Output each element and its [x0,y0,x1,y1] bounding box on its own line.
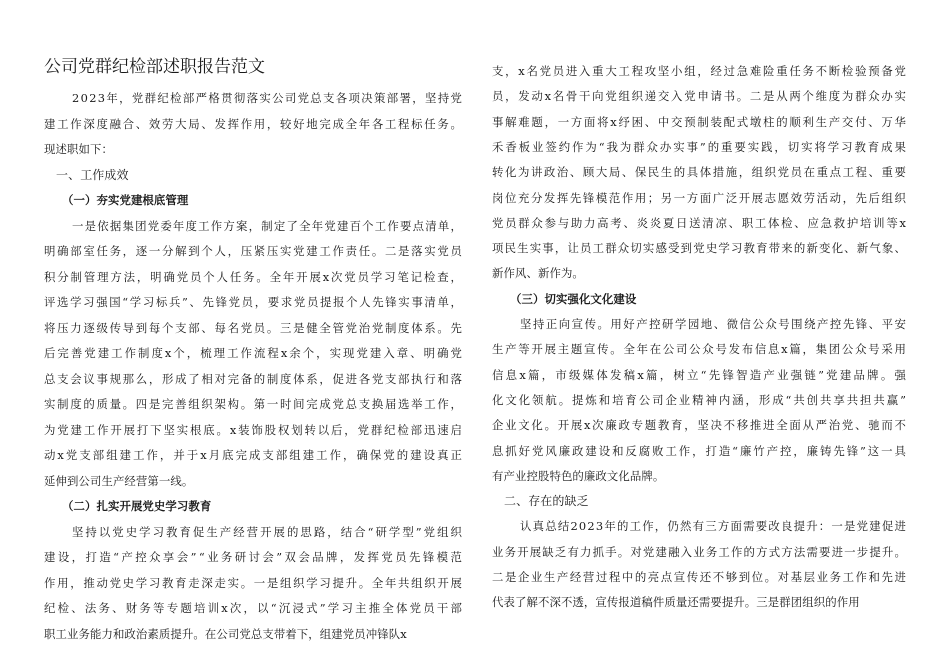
paragraph-line: 新作风、新作为。 [492,266,584,281]
paragraph-line: 纪检、法务、财务等专题培训x次，以“沉浸式”学习主推全体党员干部 [44,601,465,615]
paragraph-line: 业务开展缺乏有力抓手。对党建融入业务工作的方式方法需要进一步提升。 [492,544,908,559]
section-heading: 一、工作成效 [56,167,129,182]
paragraph-line: 坚持正向宣传。用好产控研学园地、微信公众号围绕产控先锋、平安 [520,317,908,331]
paragraph-line: 职工业务能力和政治素质提升。在公司党总支带着下，组建党员冲锋队x [44,626,407,641]
paragraph-line: 事解难题，一方面将x纾困、中交预制装配式墩柱的顺利生产交付、万华 [492,114,908,129]
paragraph-line: 党员群众参与助力高考、炎炎夏日送清凉、职工体检、应急救护培训等x [492,215,908,230]
paragraph-line: 将压力逐级传导到每个支部、每名党员。三是健全管党治党制度体系。先 [44,320,464,335]
paragraph-line: 代表了解不深不透，宣传报道稿件质量还需要提升。三是群团组织的作用 [492,595,860,610]
document-title: 公司党群纪检部述职报告范文 [44,57,265,77]
paragraph-line: 延伸到公司生产经营第一线。 [44,473,194,488]
paragraph-line: 认真总结2023年的工作，仍然有三方面需要改良提升：一是党建促进 [520,519,908,534]
paragraph-line: 转化为讲政治、顾大局、保民生的具体措施，组织党员在重点工程、重要 [492,165,908,180]
paragraph-line: 积分制管理方法，明确党员个人任务。全年开展x次党员学习笔记检查， [44,269,464,284]
subsection-heading: （一）夯实党建根底管理 [62,193,189,207]
paragraph-line: 企业文化。开展x次廉政专题教育，坚决不移推进全面从严治党、驰而不 [492,418,908,433]
section-heading: 二、存在的缺乏 [504,494,589,509]
paragraph-line: 岗位充分发挥先锋模范作用；另一方面广泛开展志愿效劳活动，先后组织 [492,190,908,205]
paragraph-line: 建工作深度融合、效劳大局、发挥作用，较好地完成全年各工程标任务。 [44,116,464,131]
paragraph-line: 息抓好党风廉政建设和反腐败工作，打造“廉竹产控，廉铸先锋”这一具 [492,443,908,458]
paragraph-line: 员，发动x名骨干向党组织递交入党申请书。二是从两个维度为群众办实 [492,89,908,104]
paragraph-line: 生产等开展主题宣传。全年在公司公众号发布信息x篇，集团公众号采用 [492,342,908,357]
left-column [44,0,464,672]
paragraph-line: 总支会议事规那么，形成了相对完备的制度体系，促进各党支部执行和落 [44,371,464,386]
paragraph-line: 信息x篇，市级媒体发稿x篇，树立“先锋智造产业强链”党建品牌。强 [492,367,909,382]
paragraph-line: 建设，打造“产控众享会”“业务研讨会”双会品牌，发挥党员先锋模范 [44,550,465,564]
subsection-heading: （二）扎实开展党史学习教育 [62,499,212,513]
paragraph-line: 坚持以党史学习教育促生产经营开展的思路，结合“研学型”党组织 [72,524,464,539]
paragraph-line: 禾香板业签约作为“我为群众办实事”的重要实践，切实将学习教育成果 [492,139,908,154]
paragraph-line: 支，x名党员进入重大工程攻坚小组，经过急难险重任务不断检验预备党 [492,64,908,78]
paragraph-line: 评选学习强国“学习标兵”、先锋党员，要求党员提报个人先锋实事清单， [44,295,464,309]
paragraph-line: 一是依据集团党委年度工作方案，制定了全年党建百个工作要点清单， [72,218,464,233]
paragraph-line: 化文化领航。提炼和培育公司企业精神内涵，形成“共创共享共担共赢” [492,392,908,407]
paragraph-line: 明确部室任务，逐一分解到个人，压紧压实党建工作责任。二是落实党员 [44,244,464,258]
paragraph-line: 动x党支部组建工作，并于x月底完成支部组建工作，确保党的建设真正 [44,448,464,462]
paragraph-line: 现述职如下： [44,142,113,156]
paragraph-line: 有产业控股特色的廉政文化品牌。 [492,468,665,483]
paragraph-line: 项民生实事，让员工群众切实感受到党史学习教育带来的新变化、新气象、 [492,241,908,256]
subsection-heading: （三）切实强化文化建设 [510,291,637,306]
paragraph-line: 后完善党建工作制度x个，梳理工作流程x余个，实现党建入章、明确党 [44,346,464,360]
right-column [492,0,910,672]
paragraph-line: 二是企业生产经营过程中的亮点宣传还不够到位。对基层业务工作和先进 [492,570,908,584]
paragraph-line: 作用，推动党史学习教育走深走实。一是组织学习提升。全年共组织开展 [44,575,464,590]
paragraph-line: 实制度的质量。四是完善组织架构。第一时间完成党总支换届选举工作， [44,397,464,411]
paragraph-line: 2023年，党群纪检部严格贯彻落实公司党总支各项决策部署，坚持党 [72,91,464,105]
paragraph-line: 为党建工作开展打下坚实根底。x装饰股权划转以后，党群纪检部迅速启 [44,422,464,437]
